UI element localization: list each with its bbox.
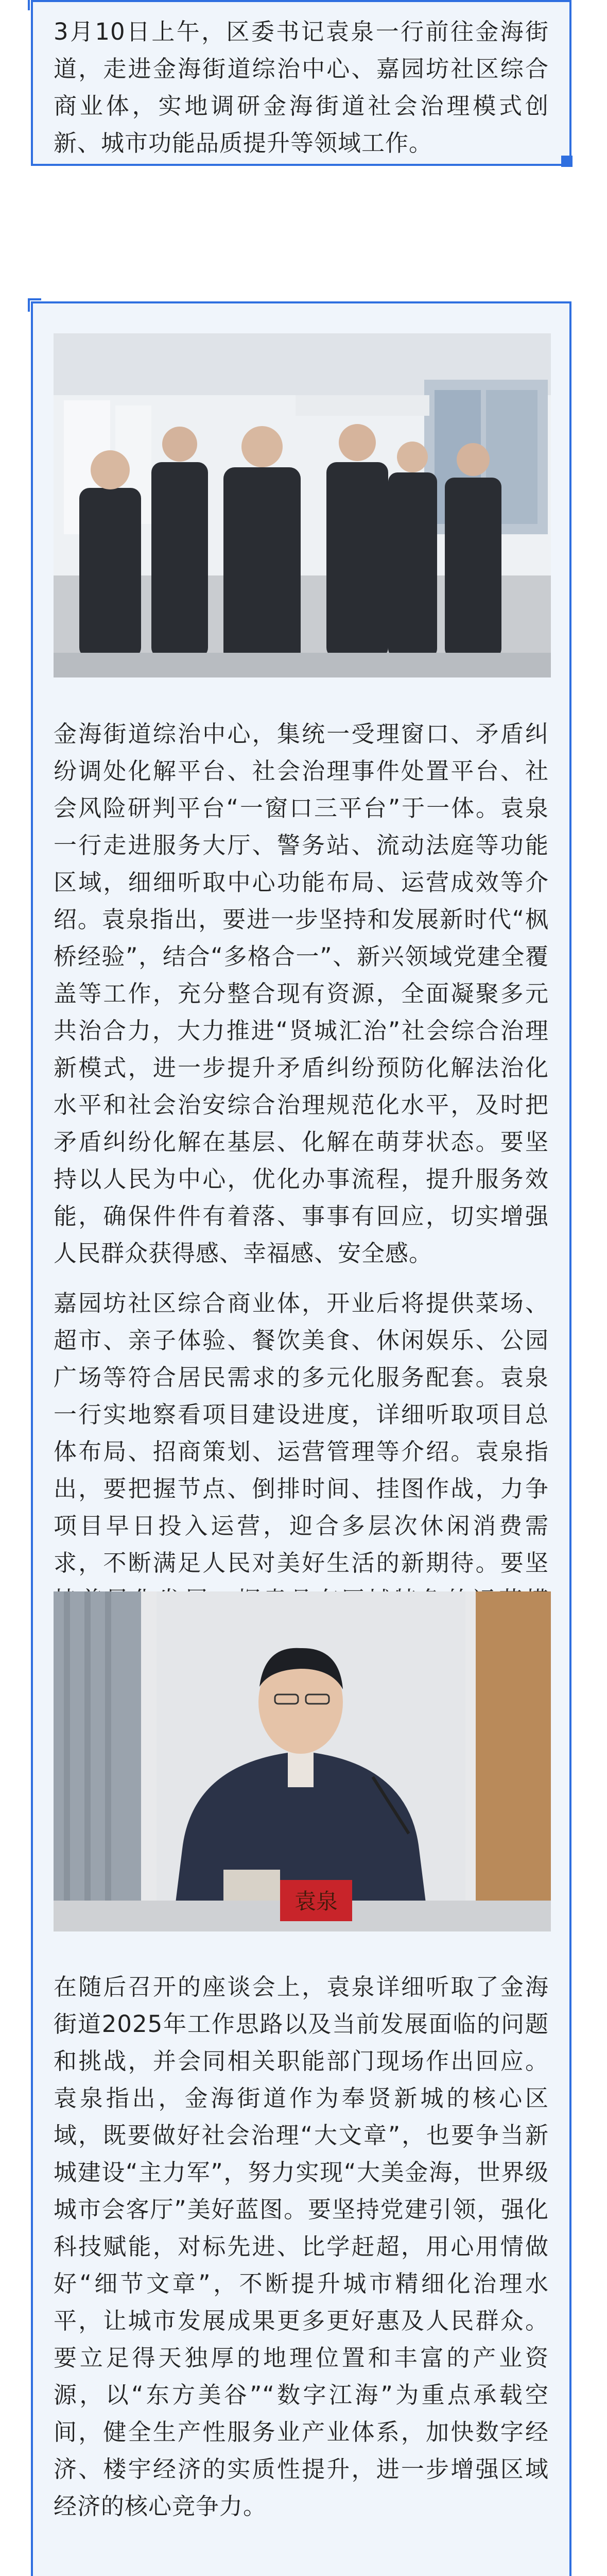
main-card: [31, 301, 571, 2576]
nameplate-text: 袁泉: [294, 1889, 338, 1914]
intro-paragraph: 3月10日上午，区委书记袁泉一行前往金海街道，走进金海街道综治中心、嘉园坊社区综合商业体，实地调研金海街道社会治理模式创新、城市功能品质提升等领域工作。: [54, 18, 549, 157]
corner-marker: [561, 156, 573, 167]
inspection-photo: [54, 333, 551, 677]
forum-speaker-photo: [54, 1591, 551, 1931]
jiayuanfang-paragraph: 嘉园坊社区综合商业体，开业后将提供菜场、超市、亲子体验、餐饮美食、休闲娱乐、公园广场等符合居民需求的多元化服务配套。袁泉一行实地察看项目建设进度，详细听取项目总体布局、招商策划、运营管理等介绍。袁泉指出，要把握节点、倒排时间、挂图作战，力争项目早日投入运营，迎合多层次休闲消费需求，不断满足人民对美好生活的新期待。要坚: [54, 1290, 549, 1577]
intro-card: [31, 0, 571, 166]
zongzhi-paragraph: 金海街道综治中心，集统一受理窗口、矛盾纠纷调处化解平台、社会治理事件处置平台、社会风险研判平台“一窗口三平台”于一体。袁泉一行走进服务大厅、警务站、流动法庭等功能区域，细细听取中心功能布局、运营成效等介绍。袁泉指出，要进一步坚持和发展新时代“枫桥经验”，结合“多格合一”、新兴领域党建全覆盖等工作，充分整合现有资源，全面凝聚多元共治合力，大力推进“贤城汇治”社会综合治理新模式，进一步提升矛盾纠纷预防化解法治化水平和社会治安综合治理规范化水平，及时把矛盾纠纷化解在基层、化解在萌芽状态。要坚持以人民为中心，优化办事流程，提升服务效能，确保件件有着落、事事有回应，切实增强人民群众获得感、幸福感、安全感。: [54, 720, 549, 1267]
zuotanhui-paragraph: 在随后召开的座谈会上，袁泉详细听取了金海街道2025年工作思路以及当前发展面临的问题和挑战，并会同相关职能部门现场作出回应。袁泉指出，金海街道作为奉贤新城的核心区域，既要做好社会治理“大文章”，也要争当新城建设“主力军”，努力实现“大美金海，世界级城市会客厅”美好蓝图。要坚持党建引领，强化科技赋能，对标先进、比学赶超，用心用情做好“细节文章”，不断提升城市精细化治理水平，让城市发展成果更多更好惠及人民群众。要立足得天独厚的地理位置和丰富的产业资源，以“东方美谷”“数字江海”为重点承载空间，健全生产性服务业产业体系，加快数字经济、楼宇经济的实质性提升，进一步增强区域经济的核心竞争力。: [54, 1973, 549, 2520]
